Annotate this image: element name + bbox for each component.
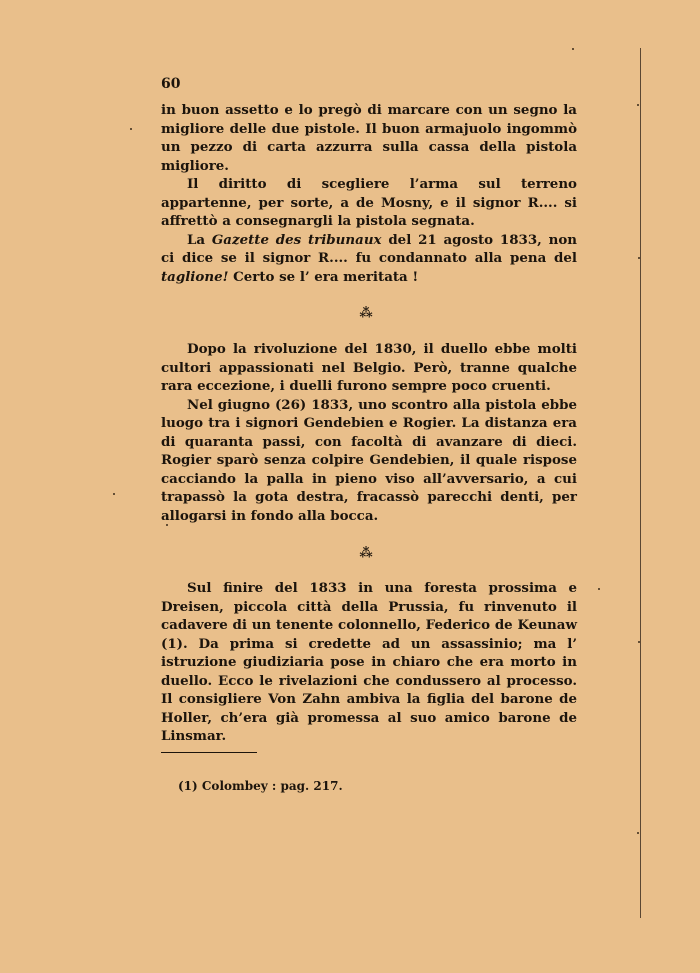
- text-run: Nel giugno (26) 1833, uno scontro alla pistola ebbe luogo tra i signori Gendebien e Rogier. La distanza era di quaranta passi, con facoltà di avanzare di dieci. Rogier sparò senza colpire Gendebien, il quale rispose cacciando la palla in pieno viso all’avversario, a cui trapassò la gota destra, fracassò parecchi denti, per allogarsi in fondo alla bocca.: [161, 396, 577, 524]
- scan-speck: [638, 257, 640, 259]
- scan-speck: [638, 641, 640, 643]
- scan-speck: [637, 832, 639, 834]
- text-run: Certo se l’ era meritata !: [228, 268, 419, 285]
- footnote-rule: [161, 752, 257, 753]
- paragraph: [161, 175, 577, 231]
- italic-text: taglione!: [161, 268, 229, 285]
- text-run: Sul finire del 1833 in una foresta prossima e Dreisen, piccola città della Prussia, fu rinvenuto il cadavere di un tenente colonnello, Federico de Keunaw (1). Da prima si credette ad un assassinio; ma l’ istruzione giudiziaria pose in chiaro che era morto in duello. Ecco le rivelazioni che condussero al processo. Il consigliere Von Zahn ambiva la figlia del barone de Holler, ch’era già promessa al suo amico barone de Linsmar.: [161, 580, 577, 744]
- paragraph: [161, 340, 577, 396]
- scan-speck: [637, 104, 639, 106]
- text-run: del 21 agosto 1833, non ci dice se il signor R.... fu condannato alla pena del: [161, 231, 577, 266]
- text-run: La: [187, 231, 212, 248]
- page-edge-line: [640, 48, 641, 918]
- page-number: 60: [161, 76, 181, 92]
- paragraph: [161, 579, 577, 746]
- paragraph: [161, 231, 577, 287]
- section-divider-asterism: ⁂: [359, 306, 373, 321]
- italic-text: Gazette des tribunaux: [211, 231, 382, 248]
- scan-speck: [130, 128, 132, 130]
- text-run: Il diritto di scegliere l’arma sul terreno appartenne, per sorte, a de Mosny, e il signor R.... si affrettò a consegnargli la pistola segnata.: [161, 176, 577, 229]
- paragraph: [161, 396, 577, 526]
- section-divider-asterism: ⁂: [359, 546, 373, 561]
- footnote: (1) Colombey : pag. 217.: [178, 779, 343, 793]
- section-1: [161, 101, 577, 286]
- text-run: Dopo la rivoluzione del 1830, il duello ebbe molti cultori appassionati nel Belgio. Però, tranne qualche rara eccezione, i duelli furono sempre poco cruenti.: [161, 341, 577, 394]
- scan-speck: [598, 588, 600, 590]
- scan-speck: [113, 493, 115, 495]
- text-run: in buon assetto e lo pregò di marcare con un segno la migliore delle due pistole. Il buon armajuolo ingommò un pezzo di carta azzurra sulla cassa della pistola migliore.: [161, 102, 577, 174]
- paragraph: [161, 101, 577, 175]
- scan-speck: [572, 48, 574, 50]
- section-2: [161, 340, 577, 525]
- section-3: [161, 579, 577, 746]
- scan-speck: [166, 524, 168, 526]
